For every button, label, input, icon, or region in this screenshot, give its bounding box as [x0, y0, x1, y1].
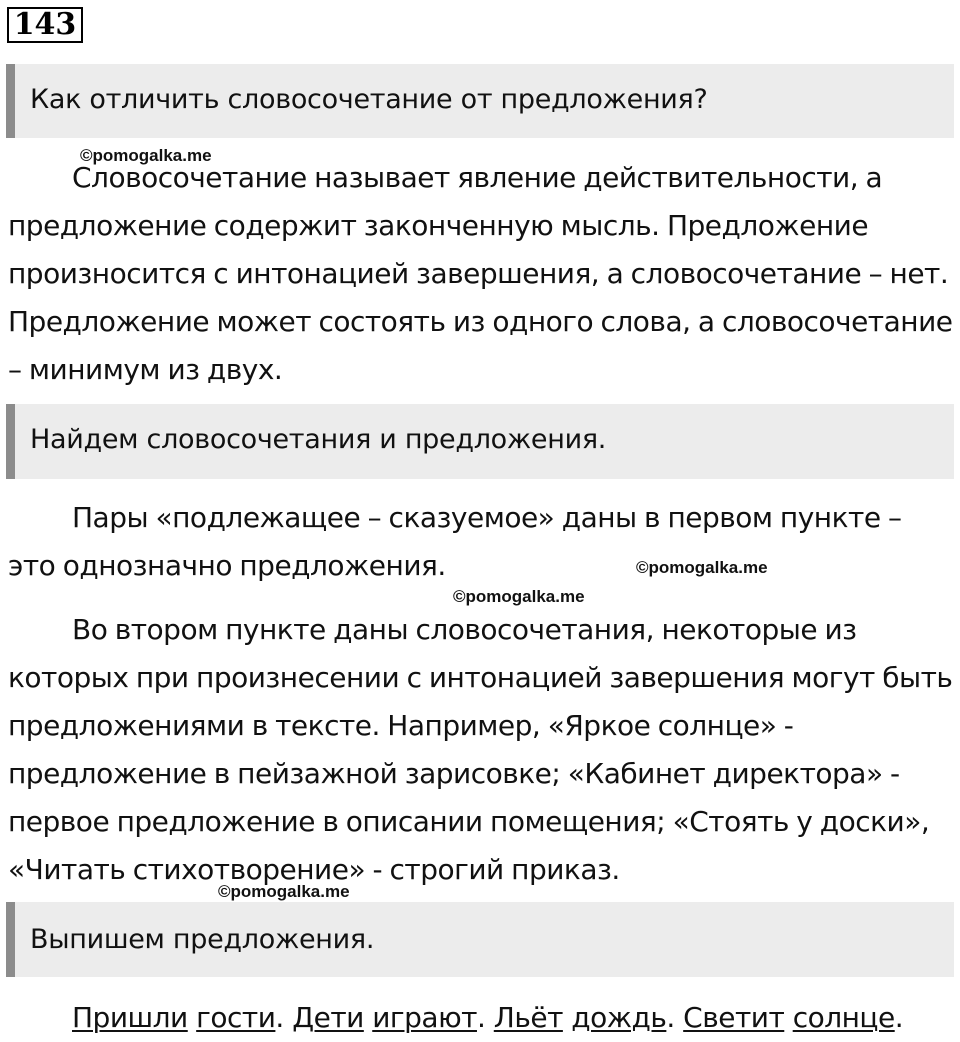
question-text-2: Найдем словосочетания и предложения.	[30, 424, 607, 455]
sentence-4-predicate: солнце	[792, 1001, 895, 1034]
answer-paragraph-2	[8, 494, 953, 590]
sentence-3-predicate: дождь	[571, 1001, 667, 1034]
task-number: 143	[7, 7, 83, 43]
sentence-3-subject: Льёт	[493, 1001, 563, 1034]
sentence-1-predicate: гости	[196, 1001, 276, 1034]
watermark: ©pomogalka.me	[80, 146, 212, 165]
watermark: ©pomogalka.me	[218, 882, 350, 901]
watermark: ©pomogalka.me	[636, 558, 768, 577]
question-bar-1	[6, 64, 954, 138]
answer-text-3: Во втором пункте даны словосочетания, некоторые из которых при произнесении с интонацией завершения могут быть предложениями в тексте. Например, «Яркое солнце» - предложение в пейзажной зарисовке; «Кабинет директора» - первое предложение в описании помещения; «Стоять у доски», «Читать стихотворение» - строгий приказ.	[8, 613, 953, 886]
answer-text-1: Словосочетание называет явление действительности, а предложение содержит законченную мысль. Предложение произносится с интонацией завершения, а словосочетание – нет. Предложение может состоять из одного слова, а словосочетание – минимум из двух.	[8, 161, 953, 386]
sentence-2-predicate: играют	[372, 1001, 477, 1034]
watermark: ©pomogalka.me	[453, 587, 585, 606]
answer-text-2: Пары «подлежащее – сказуемое» даны в первом пункте – это однозначно предложения.	[8, 501, 902, 582]
answer-paragraph-1	[8, 154, 953, 394]
answer-sentences: Пришли гости. Дети играют. Льёт дождь. Светит солнце.	[72, 1001, 904, 1034]
question-bar-3	[6, 902, 954, 977]
sentence-4-subject: Светит	[683, 1001, 785, 1034]
sentence-1-subject: Пришли	[72, 1001, 188, 1034]
question-bar-2	[6, 404, 954, 479]
question-text-1: Как отличить словосочетание от предложения?	[30, 84, 708, 115]
answer-paragraph-3	[8, 606, 953, 894]
question-text-3: Выпишем предложения.	[30, 924, 375, 955]
sentence-2-subject: Дети	[292, 1001, 364, 1034]
